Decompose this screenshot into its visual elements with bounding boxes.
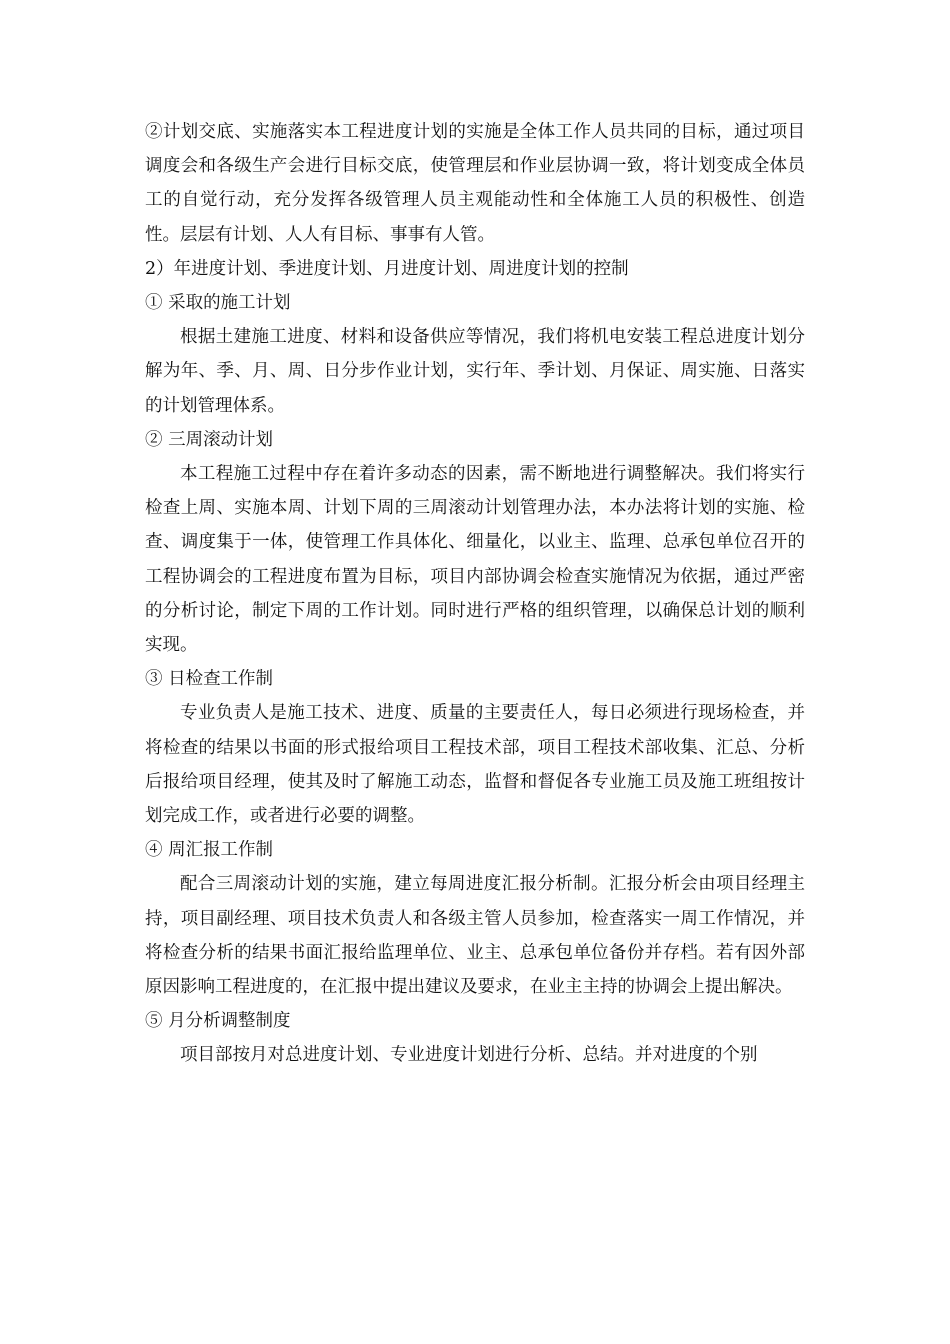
subheading-weekly-report: ④ 周汇报工作制 bbox=[145, 840, 274, 861]
subheading-daily-inspection: ③ 日检查工作制 bbox=[145, 669, 274, 690]
paragraph-daily-inspection: 专业负责人是施工技术、进度、质量的主要责任人，每日必须进行现场检查，并将检查的结果以书面的形式报给项目工程技术部，项目工程技术部收集、汇总、分析后报给项目经理，使其及时了解施工动态，监督和督促各专业施工员及施工班组按计划完成工作，或者进行必要的调整。 bbox=[145, 703, 805, 827]
subheading-monthly-analysis: ⑤ 月分析调整制度 bbox=[145, 1011, 291, 1032]
paragraph-plan-disclosure: ②计划交底、实施落实本工程进度计划的实施是全体工作人员共同的目标，通过项目调度会和各级生产会进行目标交底，使管理层和作业层协调一致，将计划变成全体员工的自觉行动，充分发挥各级管理人员主观能动性和全体施工人员的积极性、创造性。层层有计划、人人有目标、事事有人管。 bbox=[145, 122, 805, 245]
document-body bbox=[145, 115, 805, 1073]
subheading-construction-plan: ① 采取的施工计划 bbox=[145, 293, 291, 314]
section-heading-schedule-control: 2）年进度计划、季进度计划、月进度计划、周进度计划的控制 bbox=[145, 258, 629, 279]
paragraph-construction-plan: 根据土建施工进度、材料和设备供应等情况，我们将机电安装工程总进度计划分解为年、季、月、周、日分步作业计划，实行年、季计划、月保证、周实施、日落实的计划管理体系。 bbox=[145, 327, 805, 416]
paragraph-weekly-report: 配合三周滚动计划的实施，建立每周进度汇报分析制。汇报分析会由项目经理主持，项目副经理、项目技术负责人和各级主管人员参加，检查落实一周工作情况，并将检查分析的结果书面汇报给监理单位、业主、总承包单位备份并存档。若有因外部原因影响工程进度的，在汇报中提出建议及要求，在业主主持的协调会上提出解决。 bbox=[145, 874, 805, 998]
subheading-three-week-rolling: ② 三周滚动计划 bbox=[145, 429, 274, 450]
paragraph-monthly-analysis: 项目部按月对总进度计划、专业进度计划进行分析、总结。并对进度的个别 bbox=[180, 1045, 758, 1066]
paragraph-three-week-rolling: 本工程施工过程中存在着许多动态的因素，需不断地进行调整解决。我们将实行检查上周、实施本周、计划下周的三周滚动计划管理办法，本办法将计划的实施、检查、调度集于一体，使管理工作具体化、细量化，以业主、监理、总承包单位召开的工程协调会的工程进度布置为目标，项目内部协调会检查实施情况为依据，通过严密的分析讨论，制定下周的工作计划。同时进行严格的组织管理，以确保总计划的顺利实现。 bbox=[145, 464, 805, 656]
